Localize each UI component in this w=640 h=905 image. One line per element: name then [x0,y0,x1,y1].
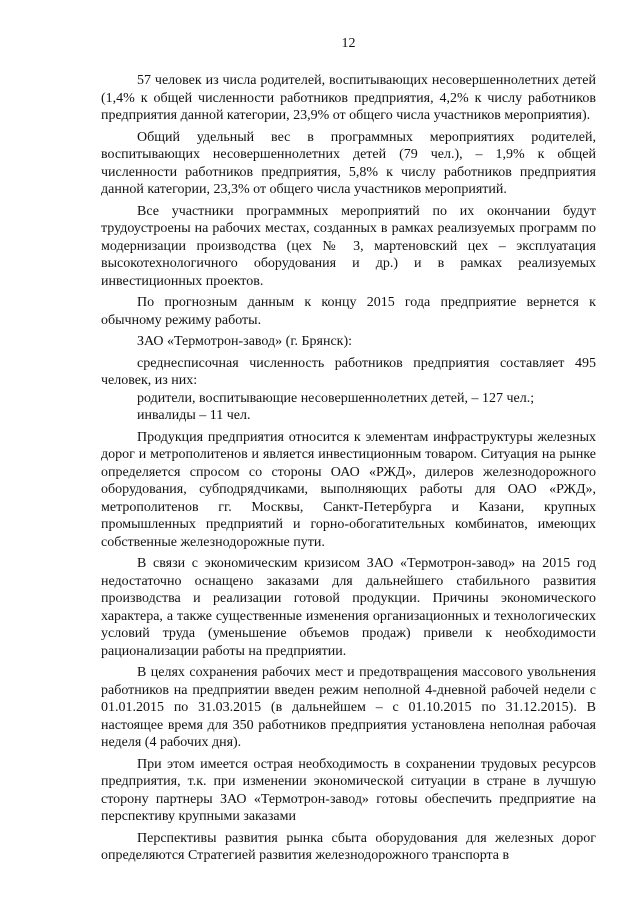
paragraph-share-parents: Общий удельный вес в программных мероприятиях родителей, воспитывающих несовершеннолетних детей (79 чел.), – 1,9% к общей численности работников предприятия, 5,8% к числу работников предприятия данной категории, 23,3% от общего числа участников мероприятий. [101,129,596,197]
paragraph-crisis: В связи с экономическим кризисом ЗАО «Термотрон-завод» на 2015 год недостаточно оснащено заказами для дальнейшего стабильного развития производства и реализации готовой продукции. Причины экономического характера, а также существенные изменения организационных и технологических условий труда (уменьшение объемов продаж) привели к необходимости рационализации работы на предприятии. [101,556,596,659]
paragraph-company-heading: ЗАО «Термотрон-завод» (г. Брянск): [137,334,353,349]
paragraph-prospects: Перспективы развития рынка сбыта оборудования для железных дорог определяются Стратегией развития железнодорожного транспорта в [101,830,596,863]
paragraph-parents-57: 57 человек из числа родителей, воспитывающих несовершеннолетних детей (1,4% к общей численности работников предприятия, 4,2% к числу работников предприятия данной категории, 23,9% от общего числа участников мероприятия). [101,73,596,123]
paragraph-forecast: По прогнозным данным к концу 2015 года предприятие вернется к обычному режиму работы. [101,295,596,328]
paragraph-part-time-regime: В целях сохранения рабочих мест и предотвращения массового увольнения работников на предприятии введен режим неполной 4-дневной рабочей недели с 01.01.2015 по 31.03.2015 (в дальнейшем – с 01.10.2015 по 31.12.2015). В настоящее время для 350 работников предприятия установлена неполная рабочая неделя (4 рабочих дня). [101,665,596,750]
paragraph-retention: При этом имеется острая необходимость в сохранении трудовых ресурсов предприятия, т.к. при изменении экономической ситуации в стране в лучшую сторону партнеры ЗАО «Термотрон-завод» готовы обеспечить предприятие на перспективу крупными заказами [101,756,596,824]
paragraph-products: Продукция предприятия относится к элементам инфраструктуры железных дорог и метрополитенов и является инвестиционным товаром. Ситуация на рынке определяется спросом со стороны ОАО «РЖД», дилеров железнодорожного оборудования, субподрядчиками, выполняющих работы для ОАО «РЖД», метрополитенов гг. Москвы, Санкт-Петербурга и Казани, крупных промышленных предприятий и горно-обогатительных комбинатов, имеющих собственные железнодорожные пути. [101,429,596,550]
page-number: 12 [341,36,356,51]
paragraph-disabled: инвалиды – 11 чел. [137,408,251,423]
paragraph-parents-127: родители, воспитывающие несовершеннолетних детей, – 127 чел.; [137,390,535,406]
paragraph-headcount: среднесписочная численность работников предприятия составляет 495 человек, из них: [101,355,596,388]
paragraph-employment: Все участники программных мероприятий по их окончании будут трудоустроены на рабочих местах, созданных в рамках реализуемых программ по модернизации производства (цех № 3, мартеновский цех – эксплуатация высокотехнологичного оборудования и др.) и в рамках реализуемых инвестиционных проектов. [101,203,596,289]
